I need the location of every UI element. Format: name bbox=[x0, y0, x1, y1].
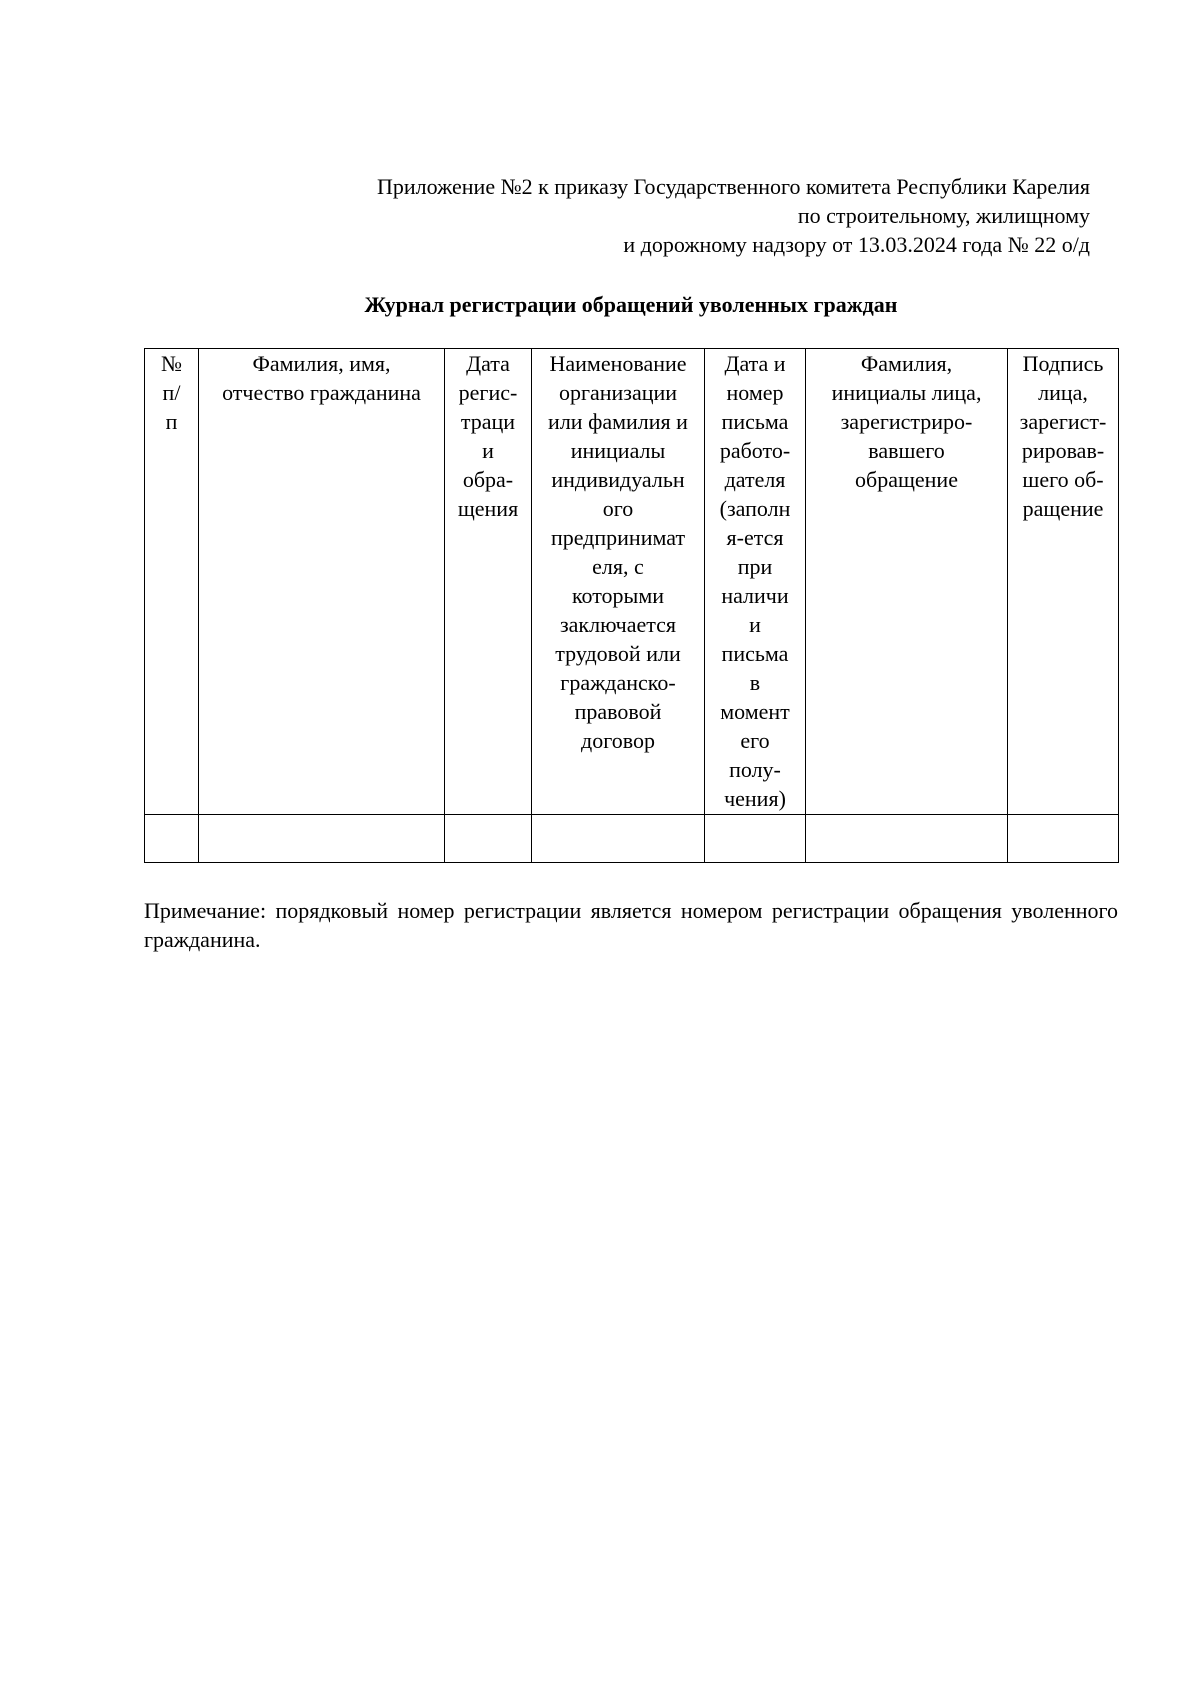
appendix-line-2: по строительному, жилищному bbox=[797, 203, 1090, 228]
header-cell-number: № п/ п bbox=[145, 349, 199, 815]
appendix-line-1: Приложение №2 к приказу Государственного комитета Республики Карелия bbox=[377, 174, 1090, 199]
header-cell-registration-date: Дата регис- траци и обра- щения bbox=[445, 349, 532, 815]
header-cell-letter-date-number: Дата и номер письма работо- дателя (заполн я-ется при наличи и письма в момент его полу- чения) bbox=[705, 349, 806, 815]
table-cell[interactable] bbox=[145, 815, 199, 863]
table-cell[interactable] bbox=[445, 815, 532, 863]
table-row bbox=[145, 815, 1119, 863]
table-cell[interactable] bbox=[1008, 815, 1119, 863]
registration-journal-table bbox=[144, 348, 1119, 863]
footnote: Примечание: порядковый номер регистрации является номером регистрации обращения уволенного гражданина. bbox=[144, 898, 1118, 952]
header-cell-registrar-signature: Подпись лица, зарегист- рировав- шего об- ращение bbox=[1008, 349, 1119, 815]
appendix-line-3: и дорожному надзору от 13.03.2024 года № 22 о/д bbox=[623, 232, 1090, 257]
header-cell-full-name: Фамилия, имя, отчество гражданина bbox=[199, 349, 445, 815]
table-cell[interactable] bbox=[532, 815, 705, 863]
table-cell[interactable] bbox=[199, 815, 445, 863]
document-title: Журнал регистрации обращений уволенных граждан bbox=[364, 292, 898, 317]
table-cell[interactable] bbox=[806, 815, 1008, 863]
table-cell[interactable] bbox=[705, 815, 806, 863]
header-cell-organization: Наименование организации или фамилия и инициалы индивидуальн ого предпринимат еля, с которыми заключается трудовой или гражданско- правовой договор bbox=[532, 349, 705, 815]
appendix-header bbox=[190, 172, 1090, 259]
header-cell-registrar-name: Фамилия, инициалы лица, зарегистриро- вавшего обращение bbox=[806, 349, 1008, 815]
table-header-row bbox=[145, 349, 1119, 815]
